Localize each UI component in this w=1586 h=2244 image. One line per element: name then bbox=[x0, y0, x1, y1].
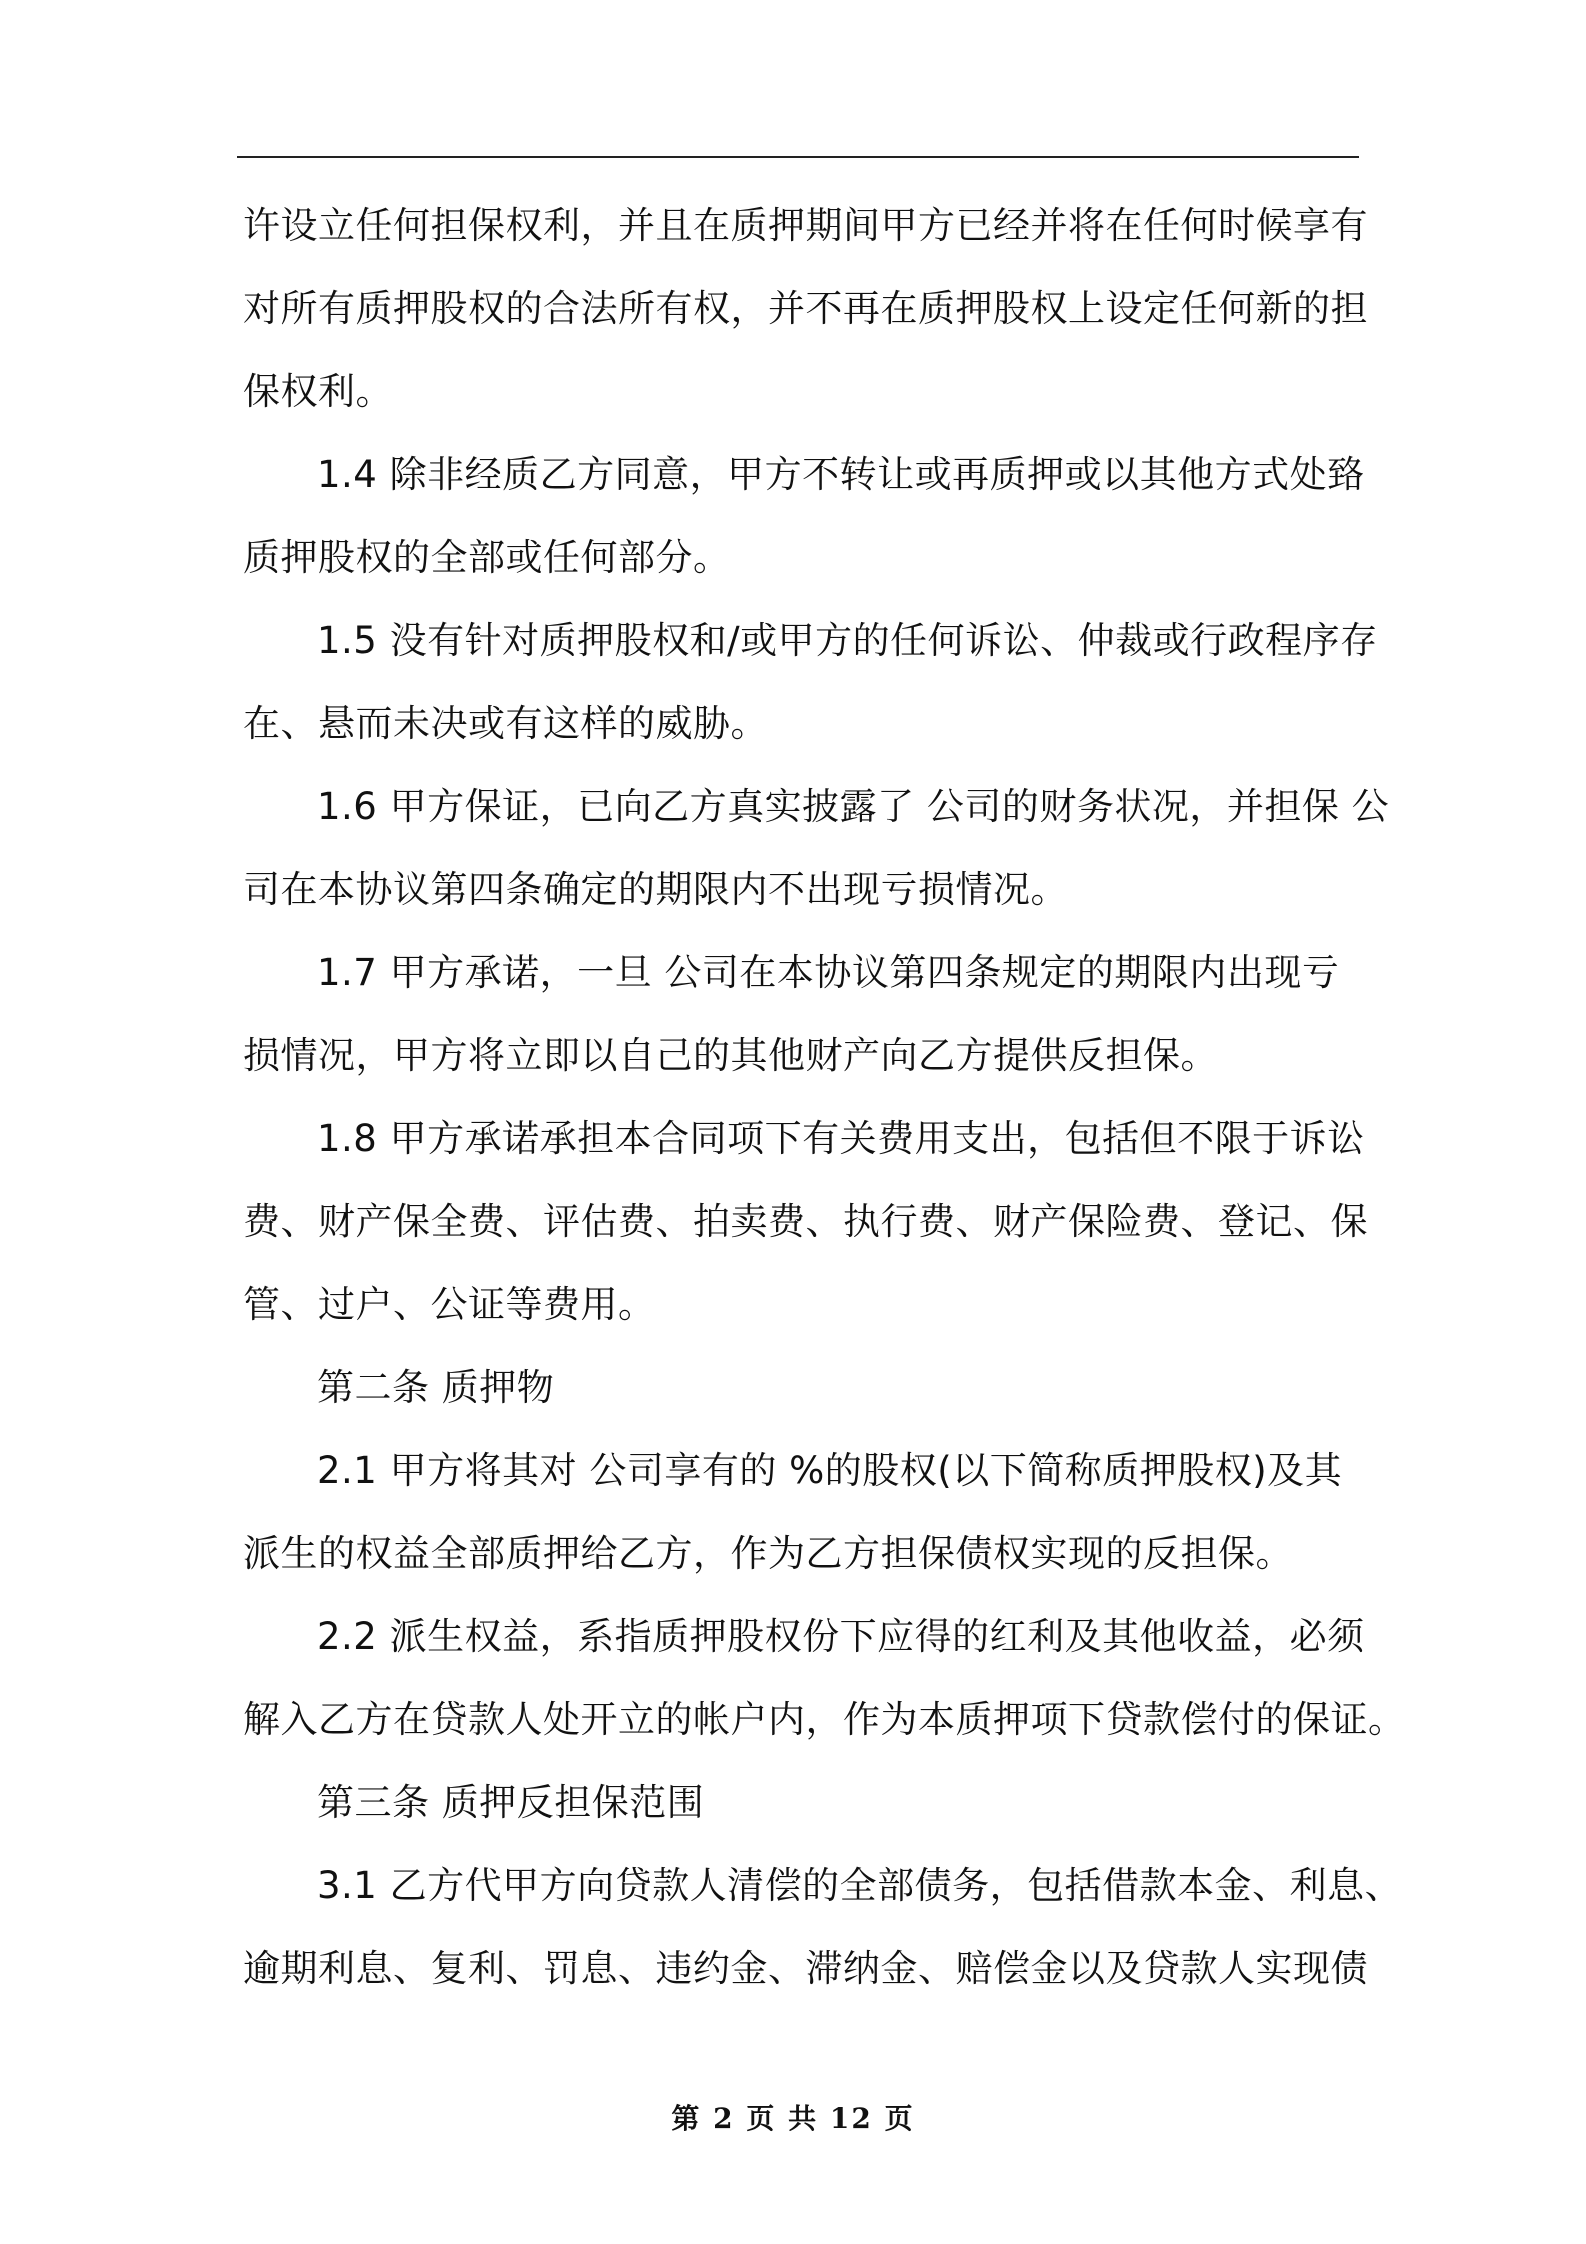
clause-2-1: 2.1 甲方将其对 公司享有的 %的股权(以下简称质押股权)及其 bbox=[317, 1449, 1343, 1492]
clause-1-4: 1.4 除非经质乙方同意，甲方不转让或再质押或以其他方式处臵 bbox=[317, 453, 1365, 496]
text-line: 解入乙方在贷款人处开立的帐户内，作为本质押项下贷款偿付的保证。 bbox=[243, 1698, 1406, 1741]
text-line: 费、财产保全费、评估费、拍卖费、执行费、财产保险费、登记、保 bbox=[243, 1200, 1368, 1243]
text-line: 质押股权的全部或任何部分。 bbox=[243, 536, 731, 579]
text-line: 管、过户、公证等费用。 bbox=[243, 1283, 656, 1326]
clause-3-1: 3.1 乙方代甲方向贷款人清偿的全部债务，包括借款本金、利息、 bbox=[317, 1864, 1403, 1907]
text-line: 许设立任何担保权利，并且在质押期间甲方已经并将在任何时候享有 bbox=[243, 204, 1368, 247]
clause-1-6: 1.6 甲方保证，已向乙方真实披露了 公司的财务状况，并担保 公 bbox=[317, 785, 1390, 828]
text-line: 损情况，甲方将立即以自己的其他财产向乙方提供反担保。 bbox=[243, 1034, 1218, 1077]
header-rule bbox=[237, 156, 1359, 158]
text-line: 逾期利息、复利、罚息、违约金、滞纳金、赔偿金以及贷款人实现债 bbox=[243, 1947, 1368, 1990]
page-number: 第 2 页 共 12 页 bbox=[671, 2102, 915, 2135]
text-line: 派生的权益全部质押给乙方，作为乙方担保债权实现的反担保。 bbox=[243, 1532, 1293, 1575]
clause-1-5: 1.5 没有针对质押股权和/或甲方的任何诉讼、仲裁或行政程序存 bbox=[317, 619, 1378, 662]
clause-1-7: 1.7 甲方承诺，一旦 公司在本协议第四条规定的期限内出现亏 bbox=[317, 951, 1340, 994]
text-line: 保权利。 bbox=[243, 370, 393, 413]
text-line: 对所有质押股权的合法所有权，并不再在质押股权上设定任何新的担 bbox=[243, 287, 1368, 330]
text-line: 司在本协议第四条确定的期限内不出现亏损情况。 bbox=[243, 868, 1068, 911]
clause-1-8: 1.8 甲方承诺承担本合同项下有关费用支出，包括但不限于诉讼 bbox=[317, 1117, 1365, 1160]
text-line: 在、悬而未决或有这样的威胁。 bbox=[243, 702, 768, 745]
article-3-heading: 第三条 质押反担保范围 bbox=[317, 1781, 705, 1824]
article-2-heading: 第二条 质押物 bbox=[317, 1366, 555, 1409]
clause-2-2: 2.2 派生权益，系指质押股权份下应得的红利及其他收益，必须 bbox=[317, 1615, 1365, 1658]
